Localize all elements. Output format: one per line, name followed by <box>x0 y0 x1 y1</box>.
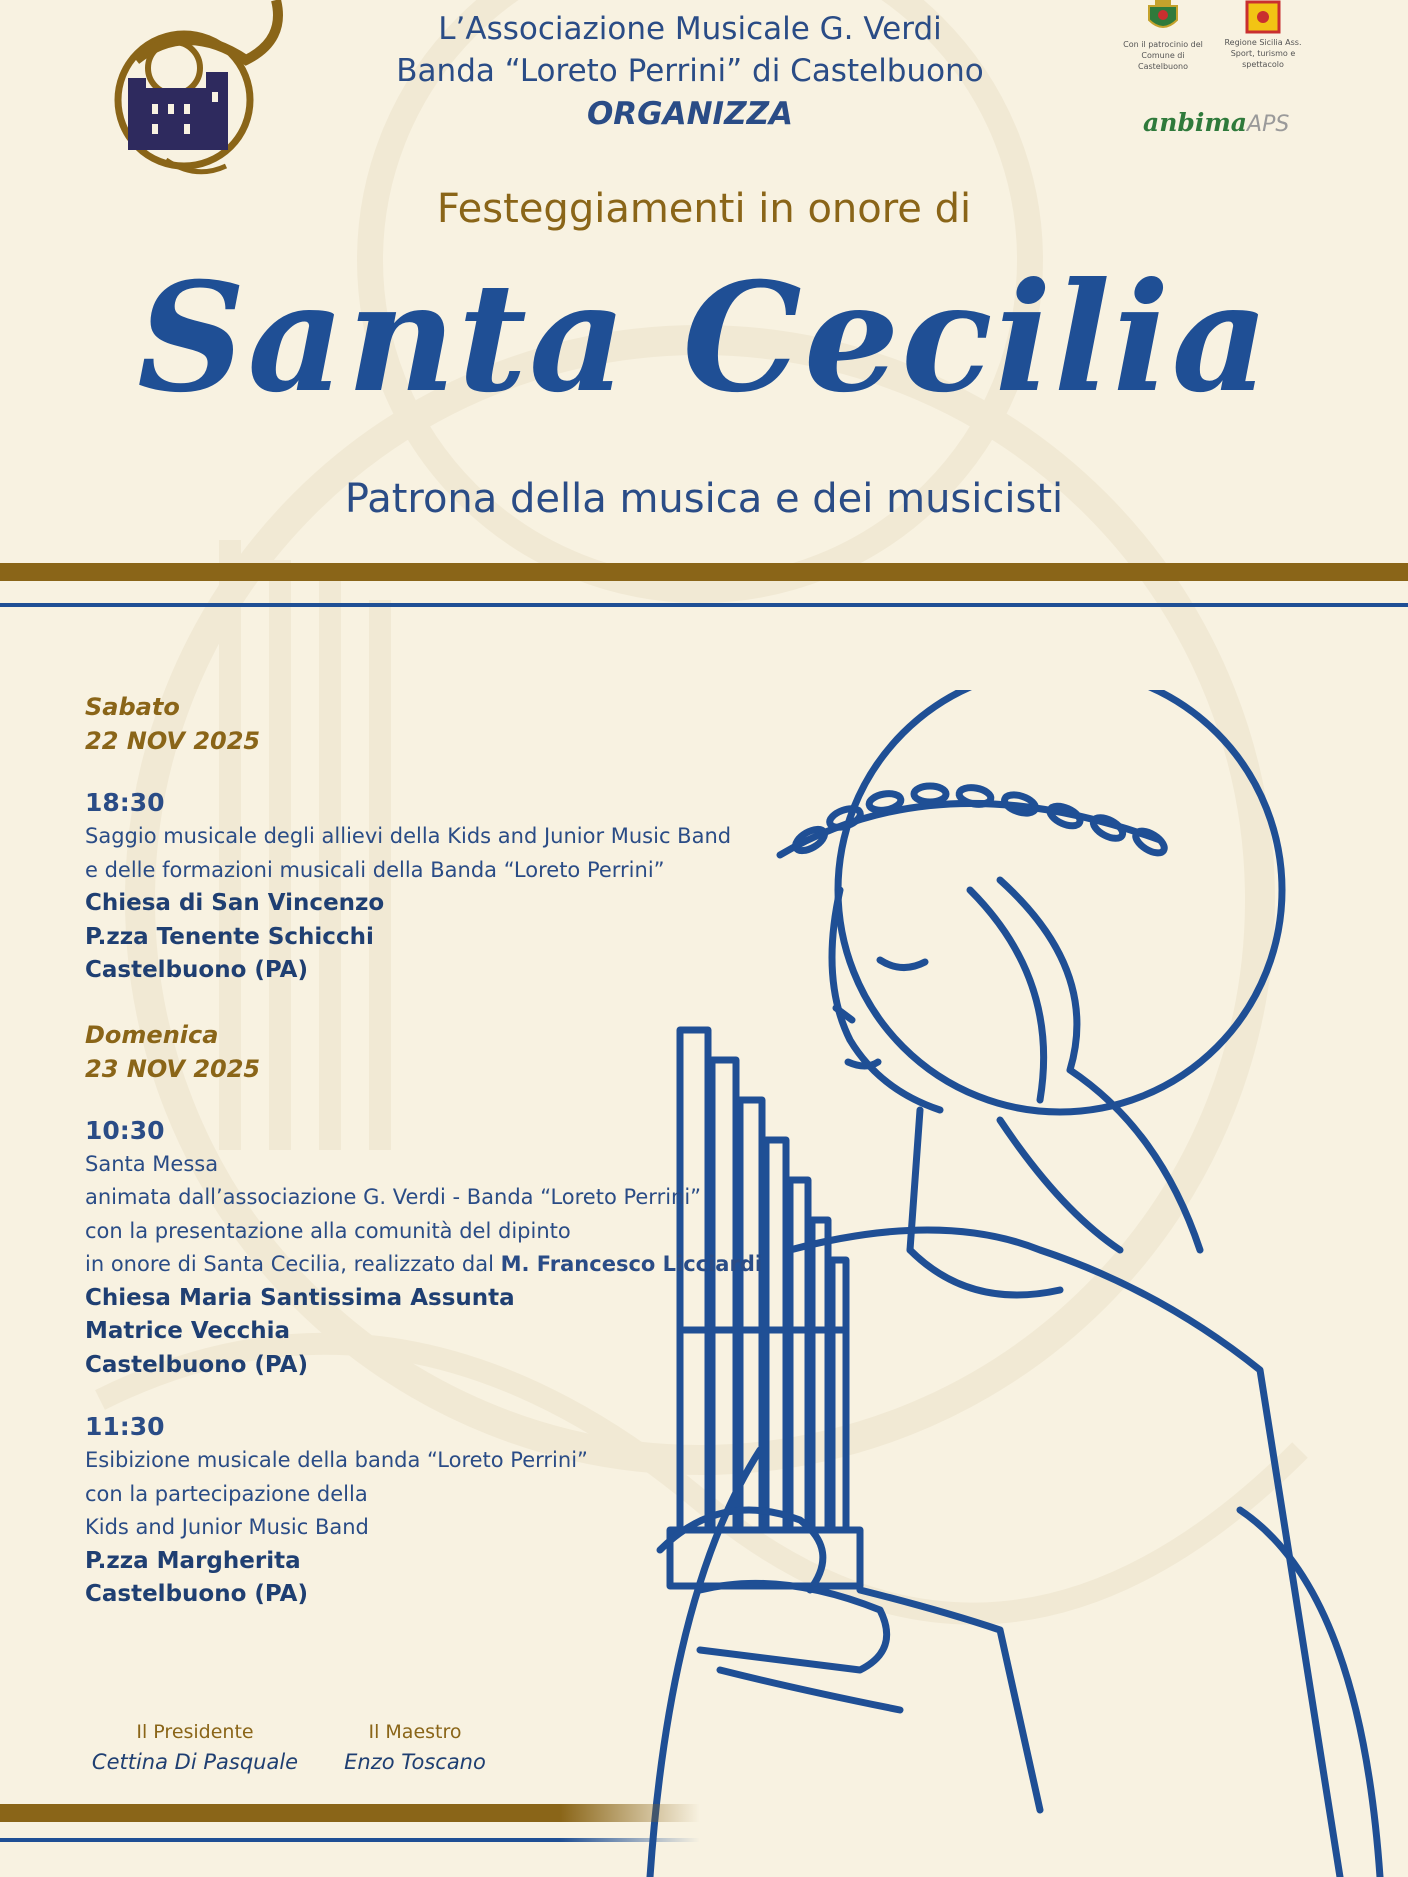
divider-gold <box>0 563 1408 581</box>
event2-desc4 <box>85 1248 785 1282</box>
anbima-aps-text: APS <box>1247 112 1290 137</box>
page-title: Santa Cecilia <box>137 250 1271 426</box>
event1-time: 18:30 <box>85 788 165 817</box>
day1-weekday: Sabato <box>85 693 180 721</box>
event1-desc1: Saggio musicale degli allievi della Kids and Junior Music Band <box>85 824 732 848</box>
maestro-signature <box>330 1717 500 1777</box>
day2-date: 23 NOV 2025 <box>85 1054 261 1083</box>
event2-desc3: con la presentazione alla comunità del dipinto <box>85 1218 571 1243</box>
president-signature <box>85 1717 305 1777</box>
comune-patronage-text: Con il patrocinio del Comune di Castelbuono <box>1123 40 1203 71</box>
band-name: Banda “Loreto Perrini” di Castelbuono <box>396 53 984 89</box>
painter-name: M. Francesco Licciardi <box>500 1252 763 1276</box>
organizer-block <box>380 8 1000 136</box>
event3-time: 11:30 <box>85 1412 165 1441</box>
event1-place3: Castelbuono (PA) <box>85 957 308 983</box>
event3-desc2: con la partecipazione della <box>85 1481 368 1506</box>
event2-place3: Castelbuono (PA) <box>85 1351 308 1378</box>
event3-place2: Castelbuono (PA) <box>85 1581 308 1607</box>
day1-date: 22 NOV 2025 <box>85 727 261 755</box>
bottom-divider-gold <box>0 1804 700 1822</box>
bottom-divider-blue <box>0 1838 700 1842</box>
band-logo <box>96 0 286 190</box>
regione-patronage-text: Regione Sicilia Ass. Sport, turismo e spettacolo <box>1224 38 1302 69</box>
regione-sicilia-icon <box>1243 0 1283 34</box>
day2-weekday: Domenica <box>85 1020 219 1049</box>
organizza-label: ORGANIZZA <box>586 96 794 132</box>
event1-desc2: e delle formazioni musicali della Banda “Loreto Perrini” <box>85 857 665 882</box>
president-name: Cettina Di Pasquale <box>91 1750 299 1774</box>
event2-desc1: Santa Messa <box>85 1151 219 1176</box>
event2-desc4-text: in onore di Santa Cecilia, realizzato dal <box>85 1252 494 1276</box>
event3-desc3: Kids and Junior Music Band <box>85 1515 369 1539</box>
event2-desc2: animata dall’associazione G. Verdi - Banda “Loreto Perrini” <box>85 1185 702 1209</box>
event2-place2: Matrice Vecchia <box>85 1318 291 1344</box>
event2-place1: Chiesa Maria Santissima Assunta <box>85 1284 515 1311</box>
intro-text: Festeggiamenti in onore di <box>436 186 972 232</box>
president-role: Il Presidente <box>136 1721 254 1743</box>
regione-patronage <box>1218 0 1308 70</box>
event2-time: 10:30 <box>85 1115 165 1145</box>
maestro-name: Enzo Toscano <box>344 1750 486 1774</box>
tagline: Patrona della musica e dei musicisti <box>344 476 1064 522</box>
event-schedule <box>85 690 785 1612</box>
event3-desc1: Esibizione musicale della banda “Loreto Perrini” <box>85 1448 588 1472</box>
organizer-name: L’Associazione Musicale G. Verdi <box>438 11 942 47</box>
divider-blue <box>0 603 1408 607</box>
event1-place1: Chiesa di San Vincenzo <box>85 890 385 916</box>
comune-crest-icon <box>1143 0 1183 36</box>
event1-place2: P.zza Tenente Schicchi <box>85 923 374 950</box>
maestro-role: Il Maestro <box>368 1721 462 1743</box>
event3-place1: P.zza Margherita <box>85 1547 301 1574</box>
anbima-text: anbima <box>1143 108 1248 137</box>
comune-patronage <box>1118 0 1208 72</box>
anbima-logo <box>1143 108 1289 137</box>
